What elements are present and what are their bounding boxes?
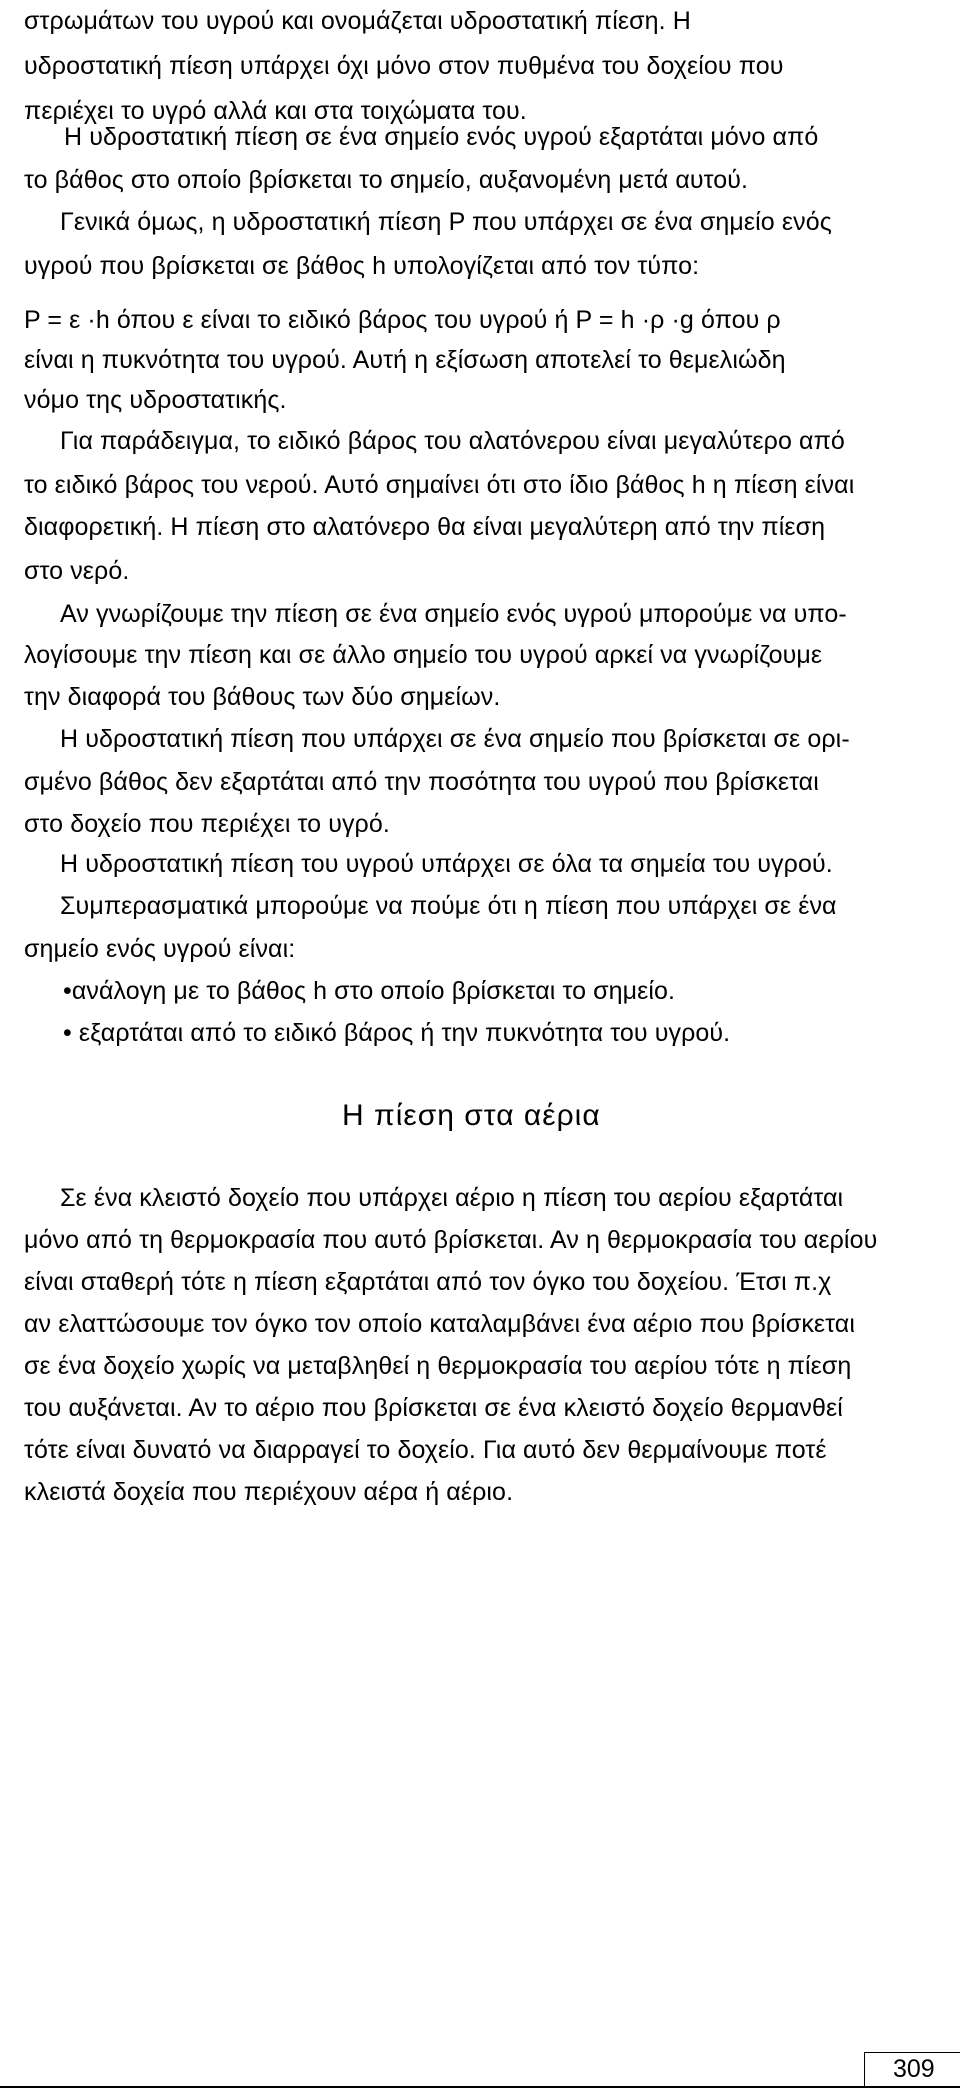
text-line: λογίσουμε την πίεση και σε άλλο σημείο του υγρού αρκεί να γνωρίζουμε bbox=[24, 641, 823, 669]
text-line: κλειστά δοχεία που περιέχουν αέρα ή αέριο. bbox=[24, 1478, 514, 1506]
text-line: Για παράδειγμα, το ειδικό βάρος του αλατόνερου είναι μεγαλύτερο από bbox=[60, 427, 845, 455]
text-line: τότε είναι δυνατό να διαρραγεί το δοχείο. Για αυτό δεν θερμαίνουμε ποτέ bbox=[24, 1436, 827, 1464]
section-title: Η πίεση στα αέρια bbox=[342, 1099, 601, 1132]
text-line: του αυξάνεται. Αν το αέριο που βρίσκεται σε ένα κλειστό δοχείο θερμανθεί bbox=[24, 1394, 843, 1422]
text-line: είναι η πυκνότητα του υγρού. Αυτή η εξίσωση αποτελεί το θεμελιώδη bbox=[24, 346, 786, 374]
text-line: υδροστατική πίεση υπάρχει όχι μόνο στον πυθμένα του δοχείου που bbox=[24, 52, 784, 80]
formula-line: P = ε ·h όπου ε είναι το ειδικό βάρος του υγρού ή P = h ·ρ ·g όπου ρ bbox=[24, 306, 781, 334]
text-line: σημείο ενός υγρού είναι: bbox=[24, 935, 296, 963]
page-number: 309 bbox=[893, 2055, 935, 2083]
text-line: Σε ένα κλειστό δοχείο που υπάρχει αέριο η πίεση του αερίου εξαρτάται bbox=[60, 1184, 844, 1212]
text-line: σμένο βάθος δεν εξαρτάται από την ποσότητα του υγρού που βρίσκεται bbox=[24, 768, 819, 796]
text-line: σε ένα δοχείο χωρίς να μεταβληθεί η θερμοκρασία του αερίου τότε η πίεση bbox=[24, 1352, 852, 1380]
text-line: Η υδροστατική πίεση που υπάρχει σε ένα σημείο που βρίσκεται σε ορι- bbox=[60, 725, 850, 753]
text-line: υγρού που βρίσκεται σε βάθος h υπολογίζεται από τον τύπο: bbox=[24, 252, 700, 280]
text-line: Η υδροστατική πίεση σε ένα σημείο ενός υγρού εξαρτάται μόνο από bbox=[64, 123, 819, 151]
text-line: Αν γνωρίζουμε την πίεση σε ένα σημείο ενός υγρού μπορούμε να υπο- bbox=[60, 600, 847, 628]
text-line: αν ελαττώσουμε τον όγκο τον οποίο καταλαμβάνει ένα αέριο που βρίσκεται bbox=[24, 1310, 855, 1338]
text-line: Γενικά όμως, η υδροστατική πίεση P που υπάρχει σε ένα σημείο ενός bbox=[60, 208, 832, 236]
text-line: στο νερό. bbox=[24, 557, 130, 585]
text-line: περιέχει το υγρό αλλά και στα τοιχώματα του. bbox=[24, 97, 527, 125]
text-line: Συμπερασματικά μπορούμε να πούμε ότι η πίεση που υπάρχει σε ένα bbox=[60, 892, 837, 920]
footer-rule bbox=[0, 2086, 960, 2088]
text-line: μόνο από τη θερμοκρασία που αυτό βρίσκεται. Αν η θερμοκρασία του αερίου bbox=[24, 1226, 878, 1254]
text-line: διαφορετική. Η πίεση στο αλατόνερο θα είναι μεγαλύτερη από την πίεση bbox=[24, 513, 826, 541]
bullet-item: •ανάλογη με το βάθος h στο οποίο βρίσκεται το σημείο. bbox=[63, 977, 676, 1005]
text-line: στο δοχείο που περιέχει το υγρό. bbox=[24, 810, 390, 838]
text-line: Η υδροστατική πίεση του υγρού υπάρχει σε όλα τα σημεία του υγρού. bbox=[60, 850, 833, 878]
text-line: το βάθος στο οποίο βρίσκεται το σημείο, αυξανομένη μετά αυτού. bbox=[24, 166, 749, 194]
bullet-item: • εξαρτάται από το ειδικό βάρος ή την πυκνότητα του υγρού. bbox=[63, 1019, 731, 1047]
text-line: το ειδικό βάρος του νερού. Αυτό σημαίνει ότι στο ίδιο βάθος h η πίεση είναι bbox=[24, 471, 855, 499]
text-line: είναι σταθερή τότε η πίεση εξαρτάται από τον όγκο του δοχείου. Έτσι π.χ bbox=[24, 1268, 832, 1296]
text-line: στρωμάτων του υγρού και ονομάζεται υδροστατική πίεση. Η bbox=[24, 7, 691, 35]
text-line: την διαφορά του βάθους των δύο σημείων. bbox=[24, 683, 501, 711]
text-line: νόμο της υδροστατικής. bbox=[24, 386, 287, 414]
